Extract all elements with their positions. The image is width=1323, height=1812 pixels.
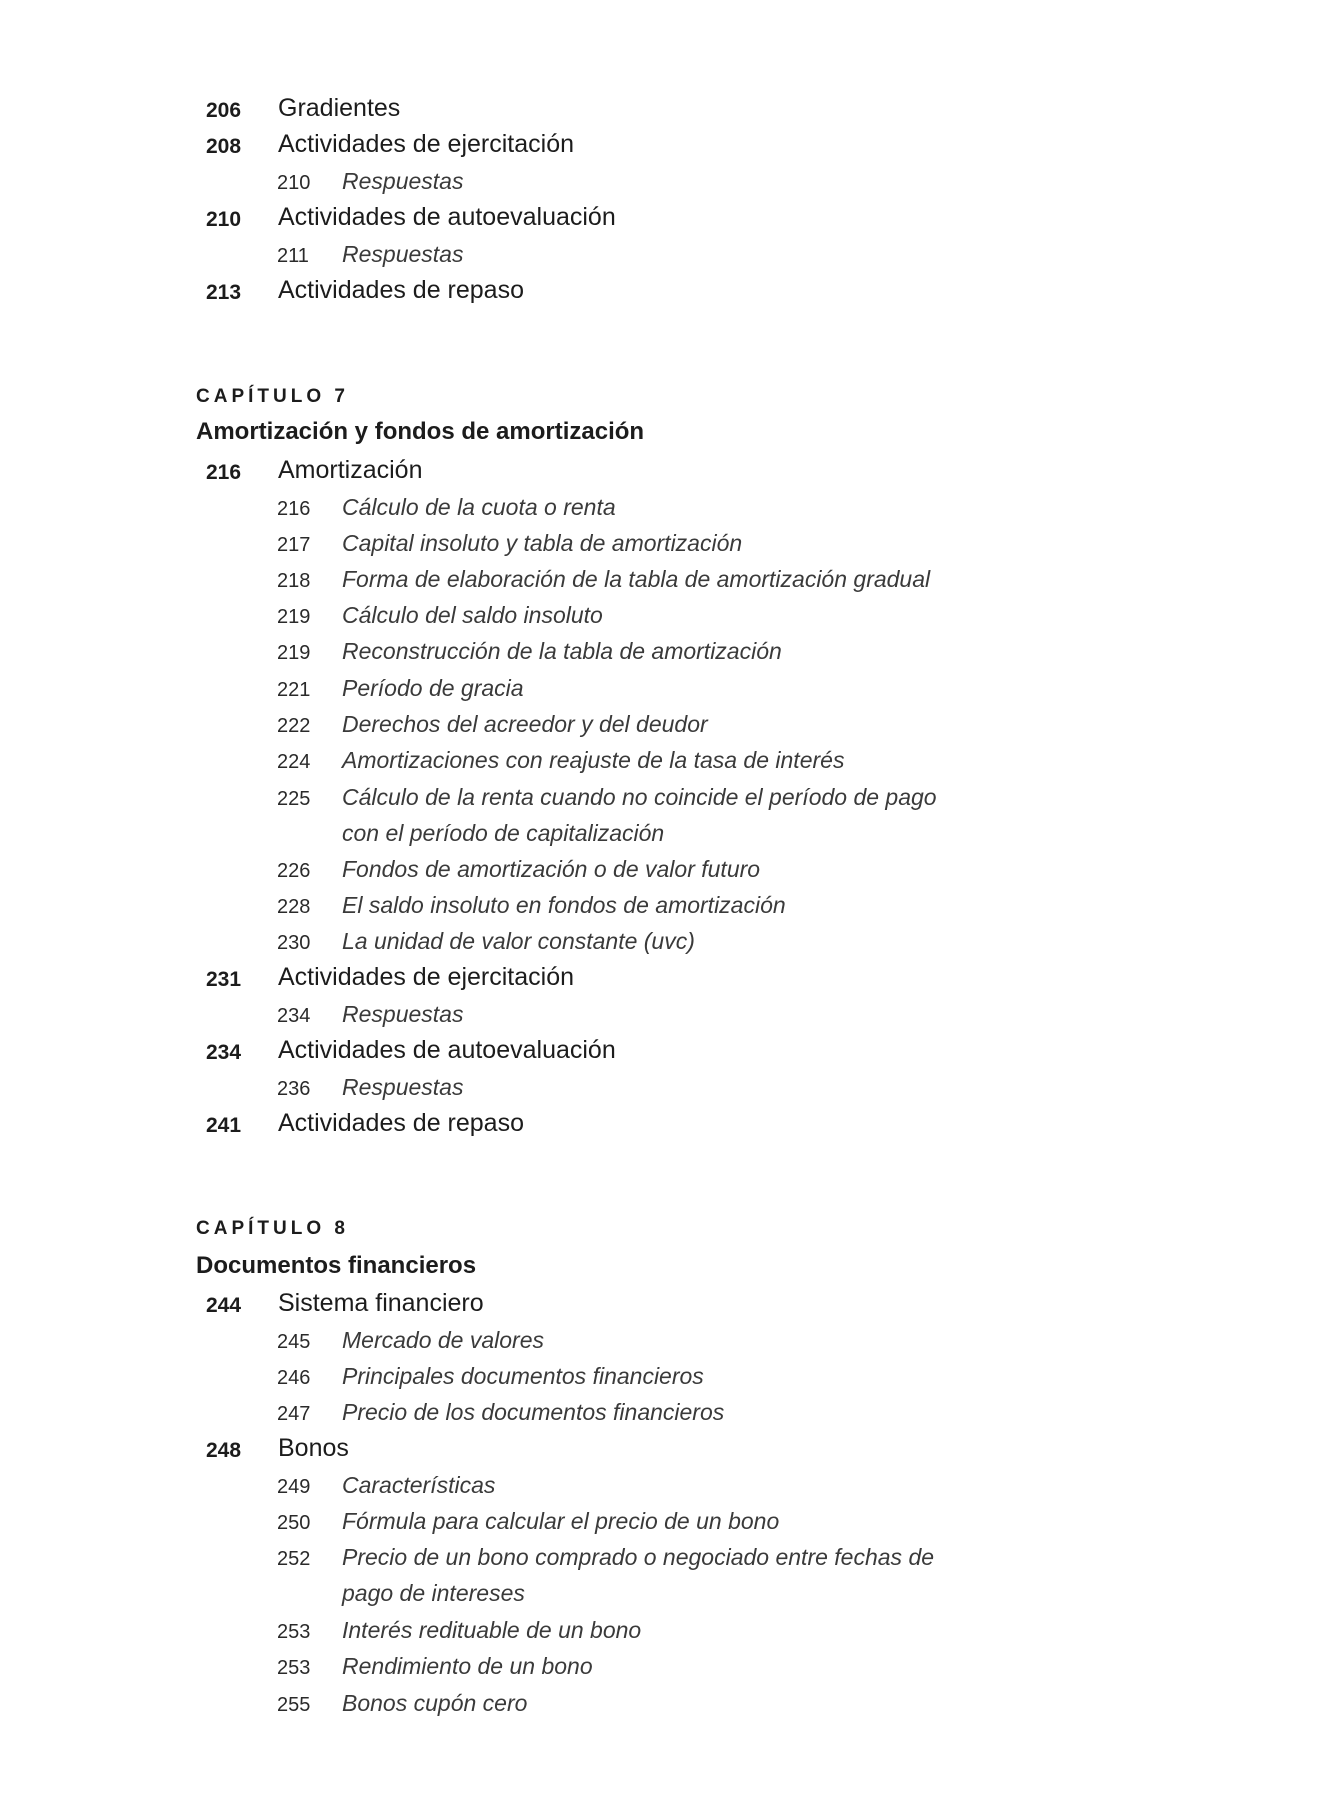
entry-title: Actividades de ejercitación <box>278 963 574 991</box>
entry-title: Actividades de autoevaluación <box>278 1036 616 1064</box>
page-number: 253 <box>277 1621 311 1643</box>
page-number: 236 <box>277 1078 311 1100</box>
page-number: 221 <box>277 679 311 701</box>
page-number: 216 <box>206 461 242 484</box>
subentry-title: Respuestas <box>342 168 464 194</box>
subentry-title: Cálculo de la cuota o renta <box>342 494 616 520</box>
subentry-title: Reconstrucción de la tabla de amortización <box>342 638 782 664</box>
subentry-title: Mercado de valores <box>342 1327 544 1353</box>
subentry-title: Rendimiento de un bono <box>342 1653 593 1679</box>
page-number: 252 <box>277 1548 311 1570</box>
page-number: 253 <box>277 1657 311 1679</box>
page-number: 249 <box>277 1476 311 1498</box>
page-number: 231 <box>206 968 242 991</box>
entry-title: Actividades de repaso <box>278 276 524 304</box>
page-number: 245 <box>277 1331 311 1353</box>
page-number: 228 <box>277 896 311 918</box>
page-number: 241 <box>206 1114 242 1137</box>
page-number: 206 <box>206 99 242 122</box>
entry-title: Sistema financiero <box>278 1289 484 1317</box>
page-number: 211 <box>277 245 309 267</box>
subentry-title: Interés redituable de un bono <box>342 1617 642 1643</box>
page-number: 216 <box>277 498 311 520</box>
entry-title: Actividades de repaso <box>278 1109 524 1137</box>
subentry-title: Derechos del acreedor y del deudor <box>342 711 708 737</box>
page-number: 234 <box>277 1005 311 1027</box>
page-number: 246 <box>277 1367 311 1389</box>
subentry-title: Cálculo de la renta cuando no coincide el período de pago <box>342 784 937 810</box>
page-number: 219 <box>277 642 311 664</box>
subentry-title: El saldo insoluto en fondos de amortización <box>342 892 786 918</box>
subentry-title: Respuestas <box>342 1001 464 1027</box>
page-number: 217 <box>277 534 311 556</box>
subentry-title: Precio de los documentos financieros <box>342 1399 725 1425</box>
page-number: 218 <box>277 570 311 592</box>
subentry-title: Amortizaciones con reajuste de la tasa de interés <box>342 747 845 773</box>
chapter-title: Amortización y fondos de amortización <box>196 418 645 445</box>
subentry-title: Capital insoluto y tabla de amortización <box>342 530 743 556</box>
page-number: 222 <box>277 715 311 737</box>
entry-title: Actividades de autoevaluación <box>278 203 616 231</box>
entry-title: Bonos <box>278 1434 349 1462</box>
page-number: 226 <box>277 860 311 882</box>
page-number: 224 <box>277 751 311 773</box>
page-number: 230 <box>277 932 311 954</box>
page-number: 208 <box>206 135 242 158</box>
page-number: 247 <box>277 1403 311 1425</box>
page-number: 219 <box>277 606 311 628</box>
entry-title: Gradientes <box>278 94 401 122</box>
subentry-title-continued: con el período de capitalización <box>342 820 665 846</box>
page-number: 213 <box>206 281 242 304</box>
subentry-title-continued: pago de intereses <box>342 1580 525 1606</box>
entry-title: Actividades de ejercitación <box>278 130 574 158</box>
subentry-title: La unidad de valor constante (uvc) <box>342 928 695 954</box>
subentry-title: Respuestas <box>342 241 464 267</box>
page-number: 248 <box>206 1439 242 1462</box>
chapter-title: Documentos financieros <box>196 1252 477 1279</box>
subentry-title: Características <box>342 1472 496 1498</box>
page-number: 255 <box>277 1694 311 1716</box>
subentry-title: Precio de un bono comprado o negociado entre fechas de <box>342 1544 935 1570</box>
page-number: 225 <box>277 788 311 810</box>
subentry-title: Forma de elaboración de la tabla de amortización gradual <box>342 566 931 592</box>
subentry-title: Principales documentos financieros <box>342 1363 704 1389</box>
subentry-title: Bonos cupón cero <box>342 1690 528 1716</box>
chapter-label: CAPÍTULO 7 <box>196 386 349 407</box>
subentry-title: Período de gracia <box>342 675 524 701</box>
page-number: 250 <box>277 1512 311 1534</box>
chapter-label: CAPÍTULO 8 <box>196 1218 349 1239</box>
page-number: 210 <box>206 208 242 231</box>
subentry-title: Fondos de amortización o de valor futuro <box>342 856 761 882</box>
entry-title: Amortización <box>278 456 423 484</box>
subentry-title: Cálculo del saldo insoluto <box>342 602 603 628</box>
subentry-title: Fórmula para calcular el precio de un bono <box>342 1508 780 1534</box>
page-number: 244 <box>206 1294 242 1317</box>
page-number: 234 <box>206 1041 242 1064</box>
subentry-title: Respuestas <box>342 1074 464 1100</box>
page-number: 210 <box>277 172 311 194</box>
